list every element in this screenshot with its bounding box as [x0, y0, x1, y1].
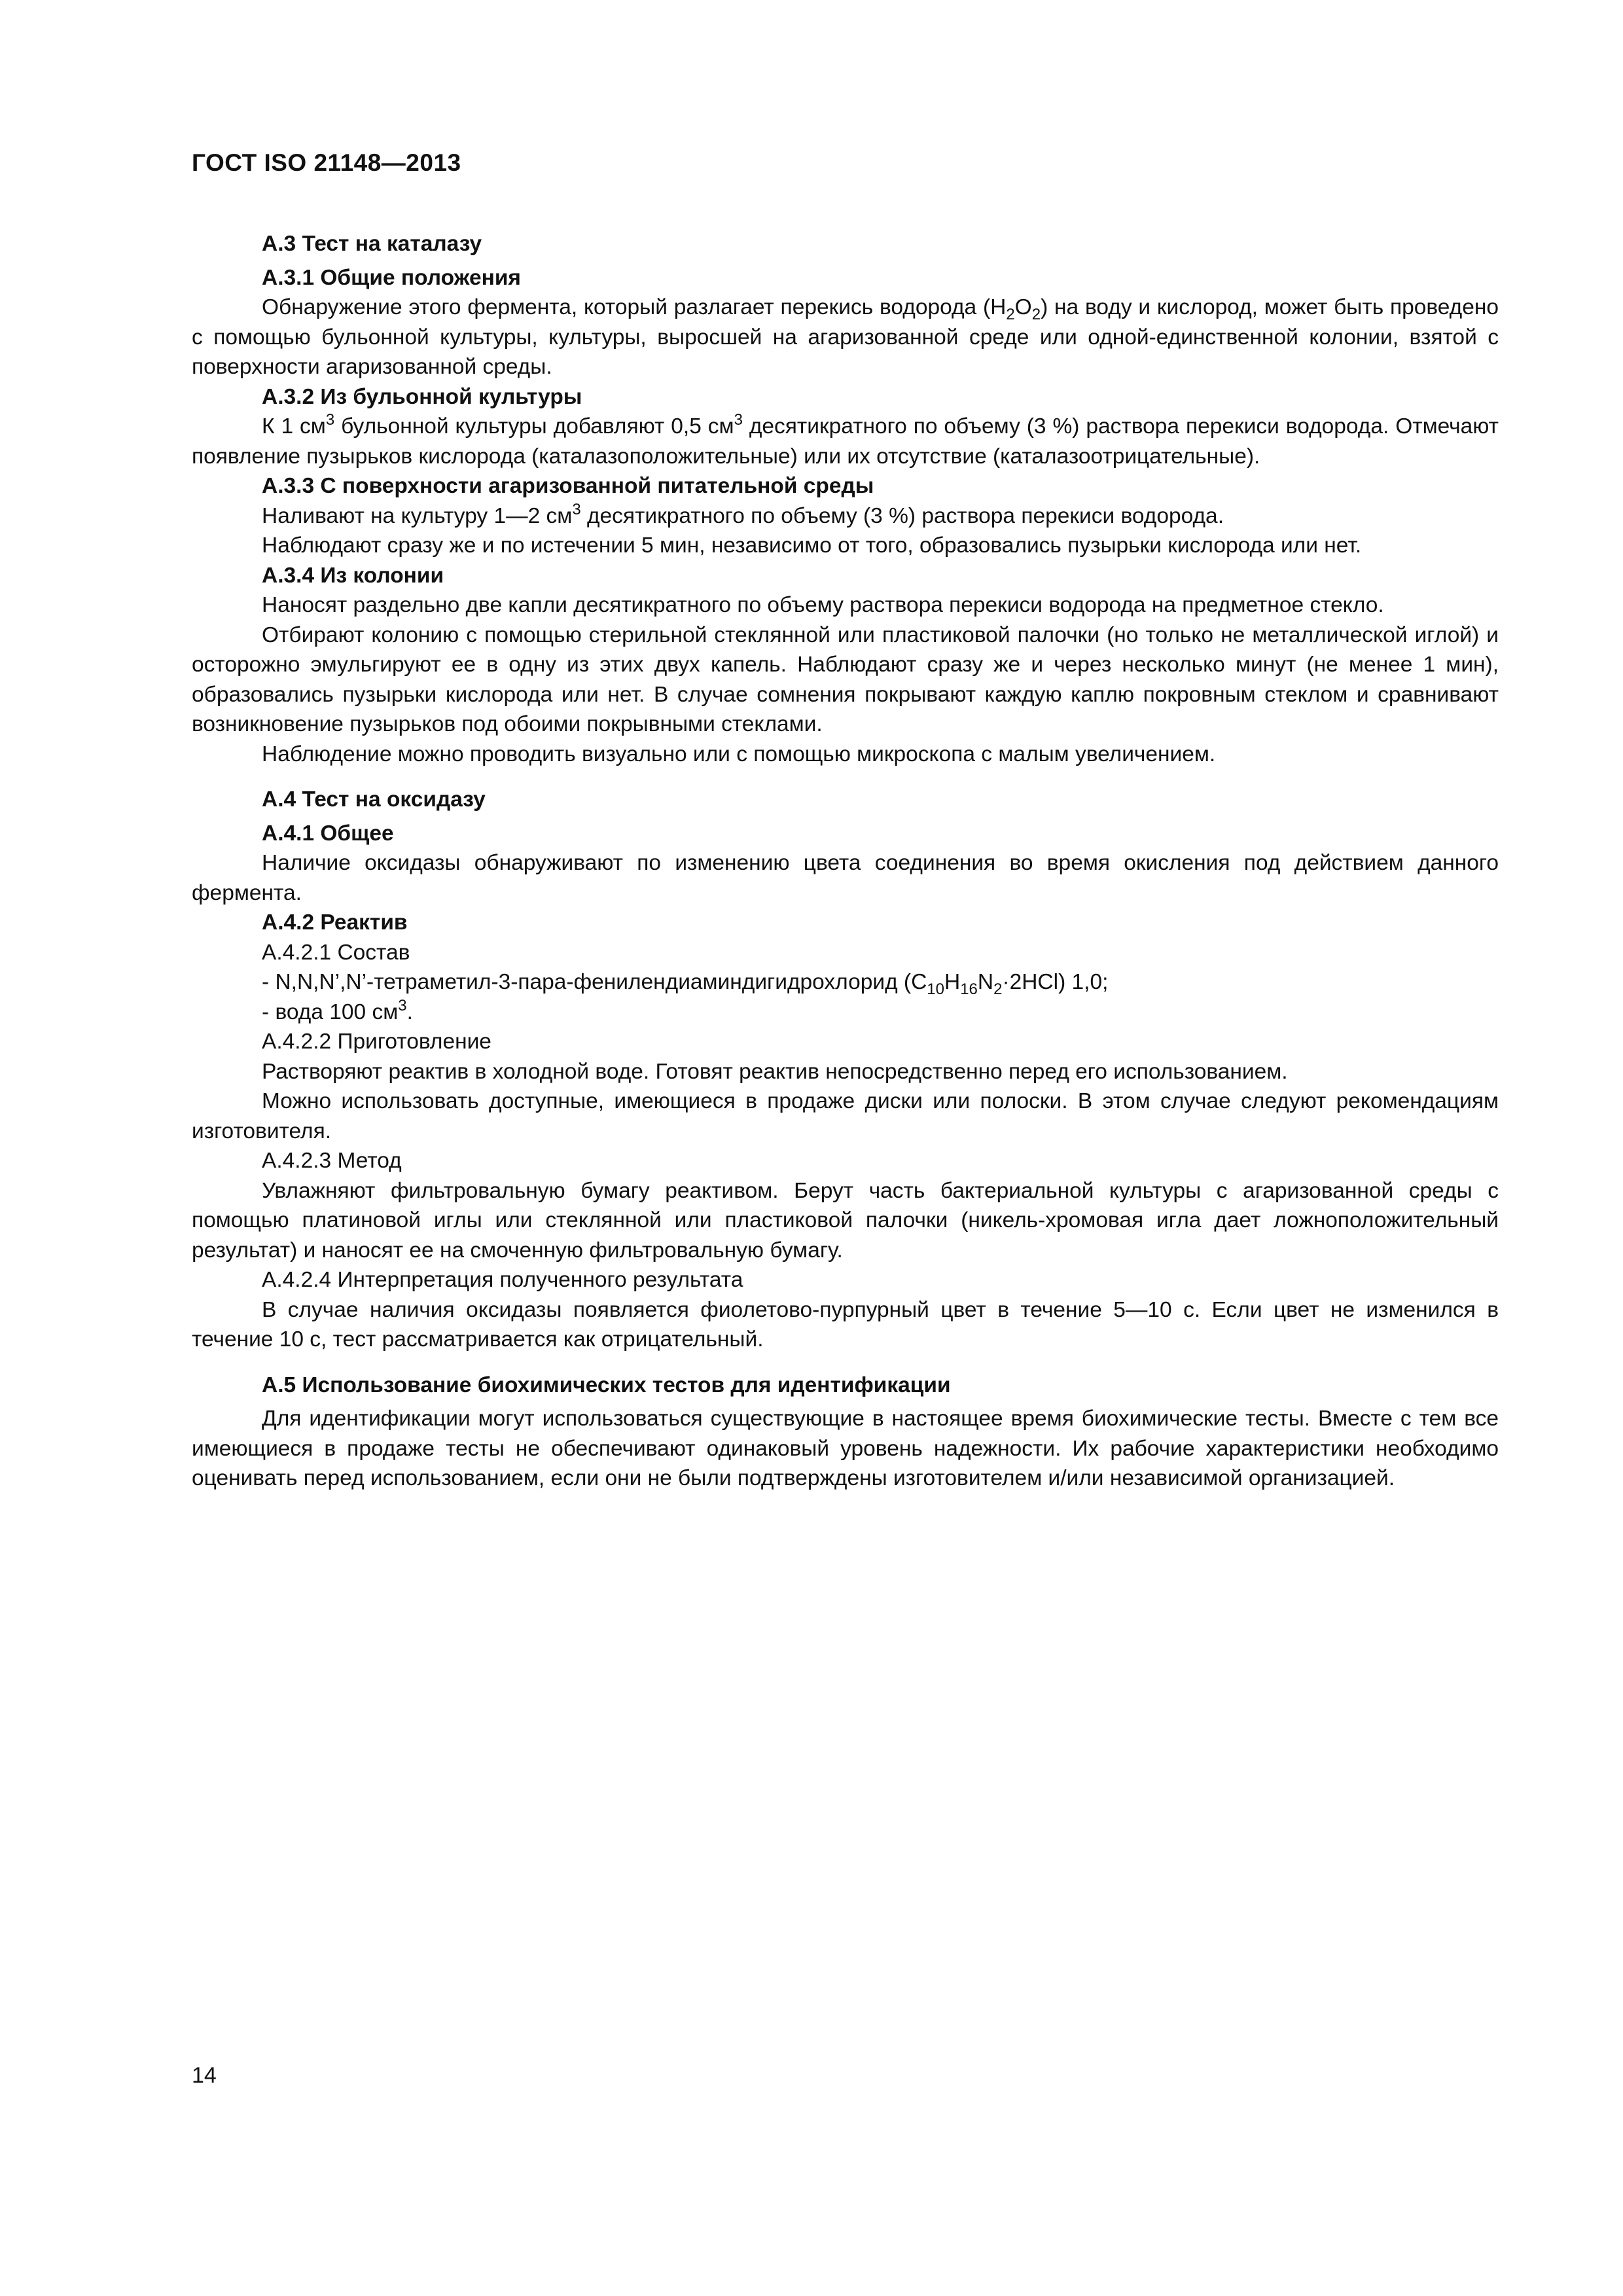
- paragraph: К 1 $см^3$ бульонной культуры добавляют 0,5 $см^3$ десятикратного по объему (3 %) раствора перекиси водорода. Отмечают появление пузырьков кислорода (каталазоположительные) или их отсутствие (каталазоотрицательные).: [192, 411, 1499, 469]
- section-a4-title: А.4 Тест на оксидазу: [262, 787, 486, 812]
- subsection-a41-title: А.4.1 Общее: [262, 821, 394, 846]
- section-a5-title: А.5 Использование биохимических тестов для идентификации: [262, 1372, 951, 1397]
- subsection-a34-title: А.3.4 Из колонии: [262, 563, 444, 588]
- paragraph: Отбирают колонию с помощью стерильной стеклянной или пластиковой палочки (но только не металлической иглой) и осторожно эмульгируют ее в одну из этих двух капель. Наблюдают сразу же и через несколько минут (не менее 1 мин), образовались пузырьки кислорода или нет. В случае сомнения покрывают каждую каплю покровным стеклом и сравнивают возникновение пузырьков под обоими покрывными стеклами.: [192, 622, 1499, 736]
- paragraph: В случае наличия оксидазы появляется фиолетово-пурпурный цвет в течение 5—10 с. Если цвет не изменился в течение 10 с, тест рассматривается как отрицательный.: [192, 1297, 1499, 1352]
- paragraph: Обнаружение этого фермента, который разлагает перекись водорода $(H_2O_2)$ на воду и кислород, может быть проведено с помощью бульонной культуры, культуры, выросшей на агаризованной среде или одной-единственной колонии, взятой с поверхности агаризованной среды.: [192, 295, 1499, 379]
- subsection-a32-title: А.3.2 Из бульонной культуры: [262, 384, 582, 409]
- page-number: 14: [192, 2063, 217, 2088]
- paragraph: Увлажняют фильтровальную бумагу реактивом. Берут часть бактериальной культуры с агаризованной среды с помощью платиновой иглы или стеклянной или пластиковой палочки (никель-хромовая игла дает ложноположительный результат) и наносят ее на смоченную фильтровальную бумагу.: [192, 1178, 1499, 1263]
- paragraph: Наливают на культуру 1—2 $см^3$ десятикратного по объему (3 %) раствора перекиси водорода.: [262, 500, 1224, 528]
- paragraph: Наблюдают сразу же и по истечении 5 мин, независимо от того, образовались пузырьки кислорода или нет.: [262, 533, 1362, 558]
- paragraph: Наносят раздельно две капли десятикратного по объему раствора перекиси водорода на предметное стекло.: [262, 593, 1384, 617]
- clause-a423-title: А.4.2.3 Метод: [262, 1149, 402, 1173]
- paragraph: Наблюдение можно проводить визуально или с помощью микроскопа с малым увеличением.: [262, 742, 1216, 766]
- subsection-a42-title: А.4.2 Реактив: [262, 910, 408, 935]
- section-a3-title: А.3 Тест на каталазу: [262, 232, 482, 256]
- list-item: - N,N,N’,N’-тетраметил-3-пара-фенилендиаминдигидрохлорид $(C_{10}H_{16}N_2\cdot 2HCl)$ 1,0;: [262, 970, 1109, 998]
- paragraph: Можно использовать доступные, имеющиеся в продаже диски или полоски. В этом случае следуют рекомендациям изготовителя.: [192, 1089, 1499, 1143]
- clause-a421-title: А.4.2.1 Состав: [262, 940, 410, 965]
- clause-a424-title: А.4.2.4 Интерпретация полученного результата: [262, 1268, 743, 1292]
- subsection-a33-title: А.3.3 С поверхности агаризованной питательной среды: [262, 474, 874, 498]
- document-body: [192, 223, 1499, 1494]
- subsection-a31-title: А.3.1 Общие положения: [262, 265, 521, 290]
- document-header: ГОСТ ISO 21148—2013: [192, 149, 461, 176]
- paragraph: Для идентификации могут использоваться существующие в настоящее время биохимические тесты. Вместе с тем все имеющиеся в продаже тесты не обеспечивают одинаковый уровень надежности. Их рабочие характеристики необходимо оценивать перед использованием, если они не были подтверждены изготовителем и/или независимой организацией.: [192, 1407, 1499, 1490]
- paragraph: Растворяют реактив в холодной воде. Готовят реактив непосредственно перед его использованием.: [262, 1059, 1288, 1084]
- paragraph: Наличие оксидазы обнаруживают по изменению цвета соединения во время окисления под действием данного фермента.: [192, 851, 1499, 905]
- clause-a422-title: А.4.2.2 Приготовление: [262, 1030, 491, 1054]
- list-item: - вода 100 $см^3$.: [262, 996, 413, 1024]
